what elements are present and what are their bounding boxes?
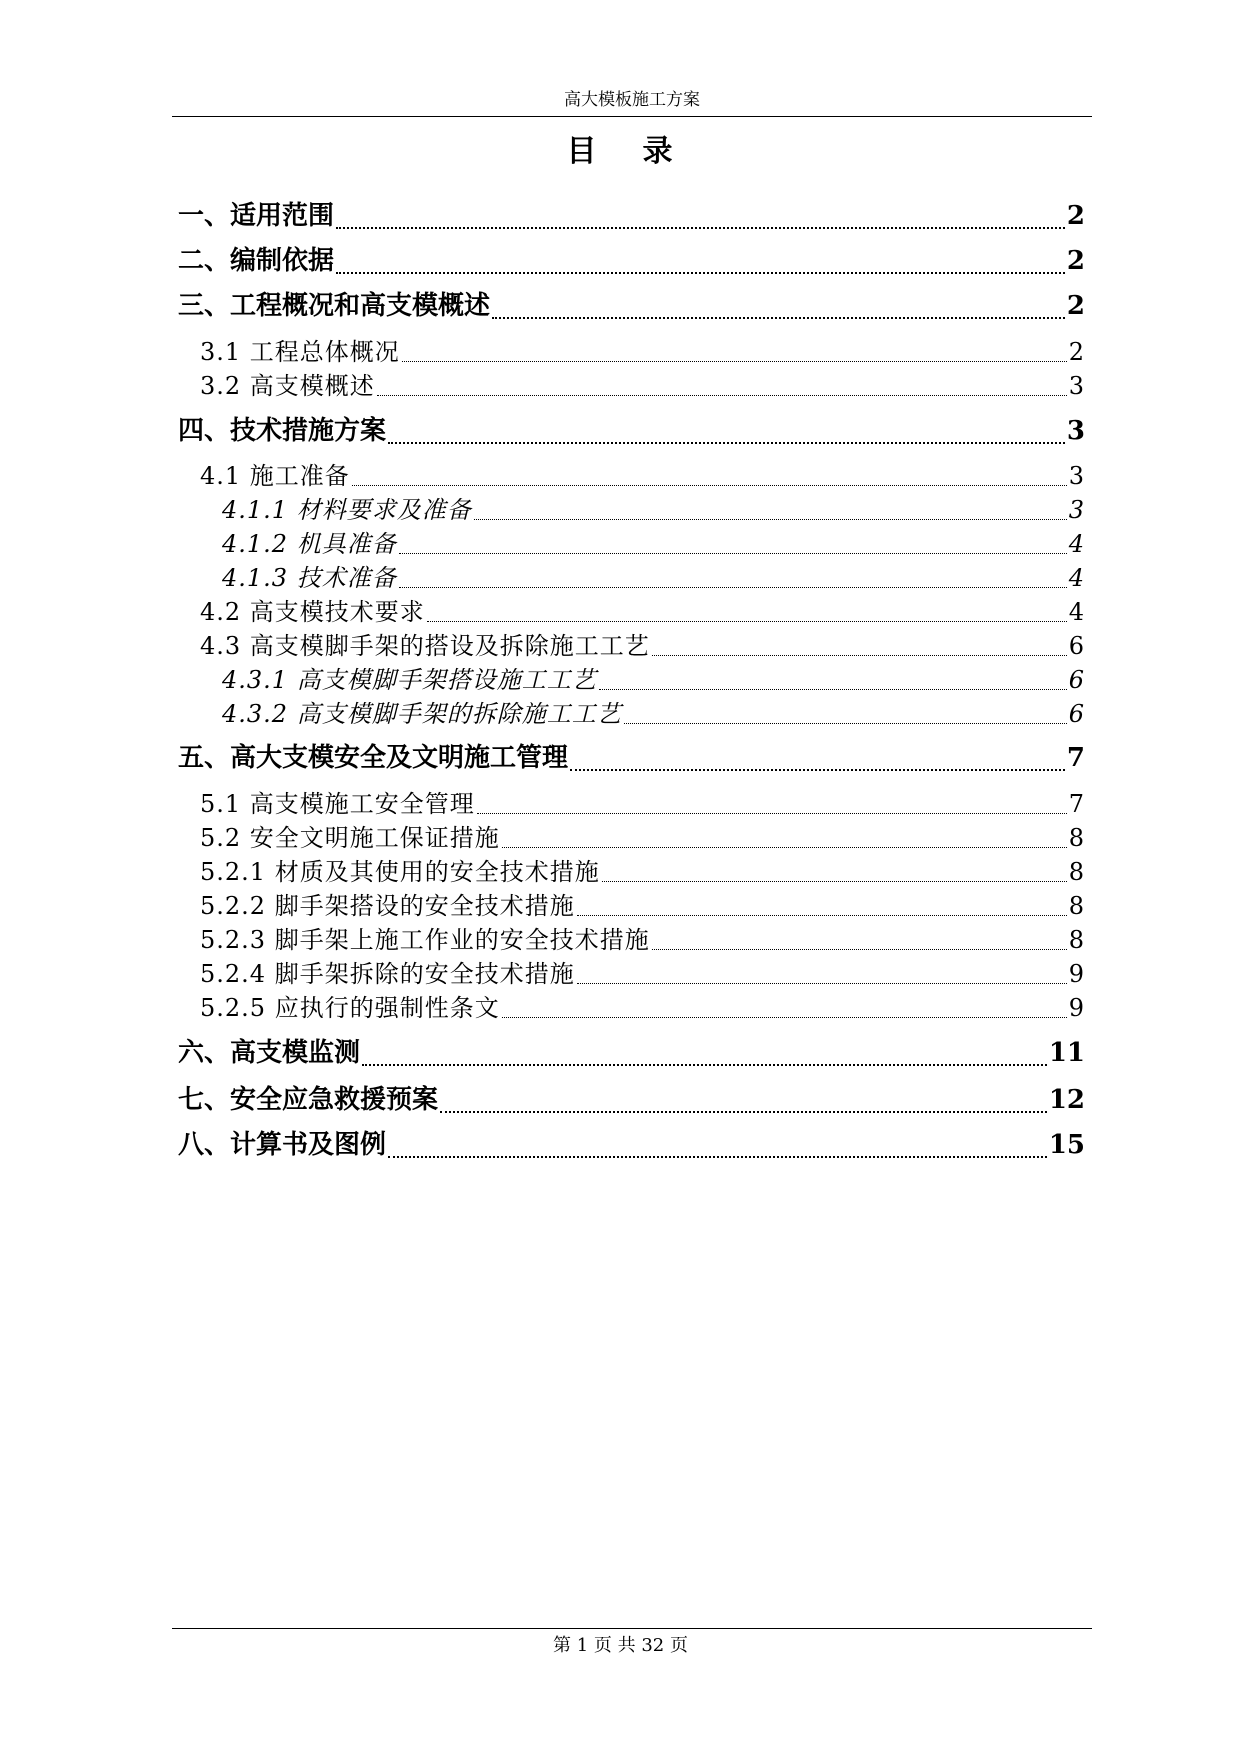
toc-entry-label: 三、工程概况和高支模概述 [178,291,491,321]
toc-entry[interactable] [200,786,1085,822]
toc-entry[interactable] [178,241,1085,281]
toc-entry-page: 12 [1048,1085,1085,1115]
toc-entry-label: 5.2.5 应执行的强制性条文 [200,994,500,1022]
toc-dot-leader [399,587,1067,588]
toc-entry-label: 4.3.2 高支模脚手架的拆除施工工艺 [222,700,622,728]
toc-entry-page: 2 [1066,291,1085,321]
toc-entry-page: 3 [1068,496,1085,524]
toc-entry[interactable] [222,560,1085,596]
toc-entry[interactable] [200,956,1085,992]
toc-entry[interactable] [178,411,1085,451]
page-header: 高大模板施工方案 [172,84,1092,117]
toc-entry-page: 15 [1048,1130,1085,1160]
toc-entry-page: 8 [1068,858,1085,886]
toc-entry-page: 2 [1068,338,1085,366]
toc-entry-page: 8 [1068,892,1085,920]
toc-dot-leader [336,272,1065,274]
toc-entry-page: 4 [1068,598,1085,626]
toc-entry-page: 3 [1068,372,1085,400]
toc-entry[interactable] [222,526,1085,562]
toc-title-part2: 录 [642,134,675,169]
toc-dot-leader [427,621,1067,622]
toc-entry[interactable] [222,492,1085,528]
toc-dot-leader [599,689,1067,690]
toc-entry[interactable] [200,458,1085,494]
toc-entry-label: 4.1 施工准备 [200,462,350,490]
toc-entry-page: 8 [1068,824,1085,852]
toc-dot-leader [336,227,1065,229]
toc-title [0,130,1241,174]
toc-entry-page: 8 [1068,926,1085,954]
toc-entry[interactable] [200,854,1085,890]
toc-entry-page: 6 [1068,632,1085,660]
toc-entry[interactable] [178,196,1085,236]
toc-dot-leader [577,983,1067,984]
page-footer: 第 1 页 共 32 页 [553,1635,688,1656]
toc-entry[interactable] [222,696,1085,732]
toc-entry-label: 四、技术措施方案 [178,416,387,446]
toc-entry[interactable] [200,888,1085,924]
toc-entry-label: 4.1.3 技术准备 [222,564,397,592]
toc-entry[interactable] [200,922,1085,958]
toc-dot-leader [474,519,1067,520]
toc-entry-page: 6 [1068,700,1085,728]
toc-entry-page: 6 [1068,666,1085,694]
toc-entry-page: 7 [1066,743,1085,773]
toc-entry[interactable] [200,368,1085,404]
toc-dot-leader [440,1111,1047,1113]
toc-entry-label: 4.2 高支模技术要求 [200,598,425,626]
toc-entry-page: 4 [1068,530,1085,558]
toc-title-part1: 目 [566,134,599,169]
toc-entry-label: 五、高大支模安全及文明施工管理 [178,743,569,773]
toc-entry[interactable] [178,1080,1085,1120]
toc-dot-leader [388,442,1065,444]
toc-entry-label: 4.1.1 材料要求及准备 [222,496,472,524]
toc-dot-leader [577,915,1067,916]
toc-dot-leader [402,361,1067,362]
toc-entry[interactable] [178,1125,1085,1165]
toc-entry-label: 5.2.2 脚手架搭设的安全技术措施 [200,892,575,920]
toc-entry-label: 七、安全应急救援预案 [178,1085,439,1115]
toc-dot-leader [652,949,1067,950]
toc-entry-page: 2 [1066,201,1085,231]
toc-entry-label: 5.2 安全文明施工保证措施 [200,824,500,852]
toc-entry-page: 9 [1068,960,1085,988]
footer-divider [172,1628,1092,1629]
toc-entry[interactable] [200,990,1085,1026]
toc-dot-leader [399,553,1067,554]
toc-entry-label: 二、编制依据 [178,246,335,276]
toc-dot-leader [362,1064,1047,1066]
toc-entry-label: 5.2.4 脚手架拆除的安全技术措施 [200,960,575,988]
toc-entry[interactable] [200,628,1085,664]
toc-entry-label: 4.3.1 高支模脚手架搭设施工工艺 [222,666,597,694]
toc-entry-label: 八、计算书及图例 [178,1130,387,1160]
toc-entry-label: 5.2.1 材质及其使用的安全技术措施 [200,858,600,886]
toc-dot-leader [352,485,1067,486]
toc-entry[interactable] [178,1033,1085,1073]
toc-entry[interactable] [222,662,1085,698]
toc-dot-leader [502,847,1067,848]
toc-dot-leader [388,1156,1047,1158]
toc-entry[interactable] [200,594,1085,630]
toc-entry-label: 4.3 高支模脚手架的搭设及拆除施工工艺 [200,632,650,660]
toc-entry-label: 3.2 高支模概述 [200,372,375,400]
toc-dot-leader [492,317,1065,319]
toc-entry-page: 2 [1066,246,1085,276]
toc-entry-page: 4 [1068,564,1085,592]
toc-entry-label: 4.1.2 机具准备 [222,530,397,558]
toc-entry[interactable] [200,334,1085,370]
toc-dot-leader [477,813,1067,814]
toc-entry-page: 7 [1068,790,1085,818]
toc-entry-page: 3 [1066,416,1085,446]
toc-entry-label: 六、高支模监测 [178,1038,361,1068]
toc-entry[interactable] [178,286,1085,326]
toc-entry-label: 5.1 高支模施工安全管理 [200,790,475,818]
toc-dot-leader [377,395,1067,396]
toc-entry-label: 5.2.3 脚手架上施工作业的安全技术措施 [200,926,650,954]
toc-entry[interactable] [200,820,1085,856]
toc-entry-page: 9 [1068,994,1085,1022]
toc-entry-page: 3 [1068,462,1085,490]
toc-entry[interactable] [178,738,1085,778]
toc-dot-leader [624,723,1067,724]
toc-dot-leader [570,769,1065,771]
toc-entry-label: 一、适用范围 [178,201,335,231]
toc-dot-leader [652,655,1067,656]
toc-dot-leader [602,881,1067,882]
toc-entry-label: 3.1 工程总体概况 [200,338,400,366]
toc-dot-leader [502,1017,1067,1018]
toc-entry-page: 11 [1048,1038,1085,1068]
